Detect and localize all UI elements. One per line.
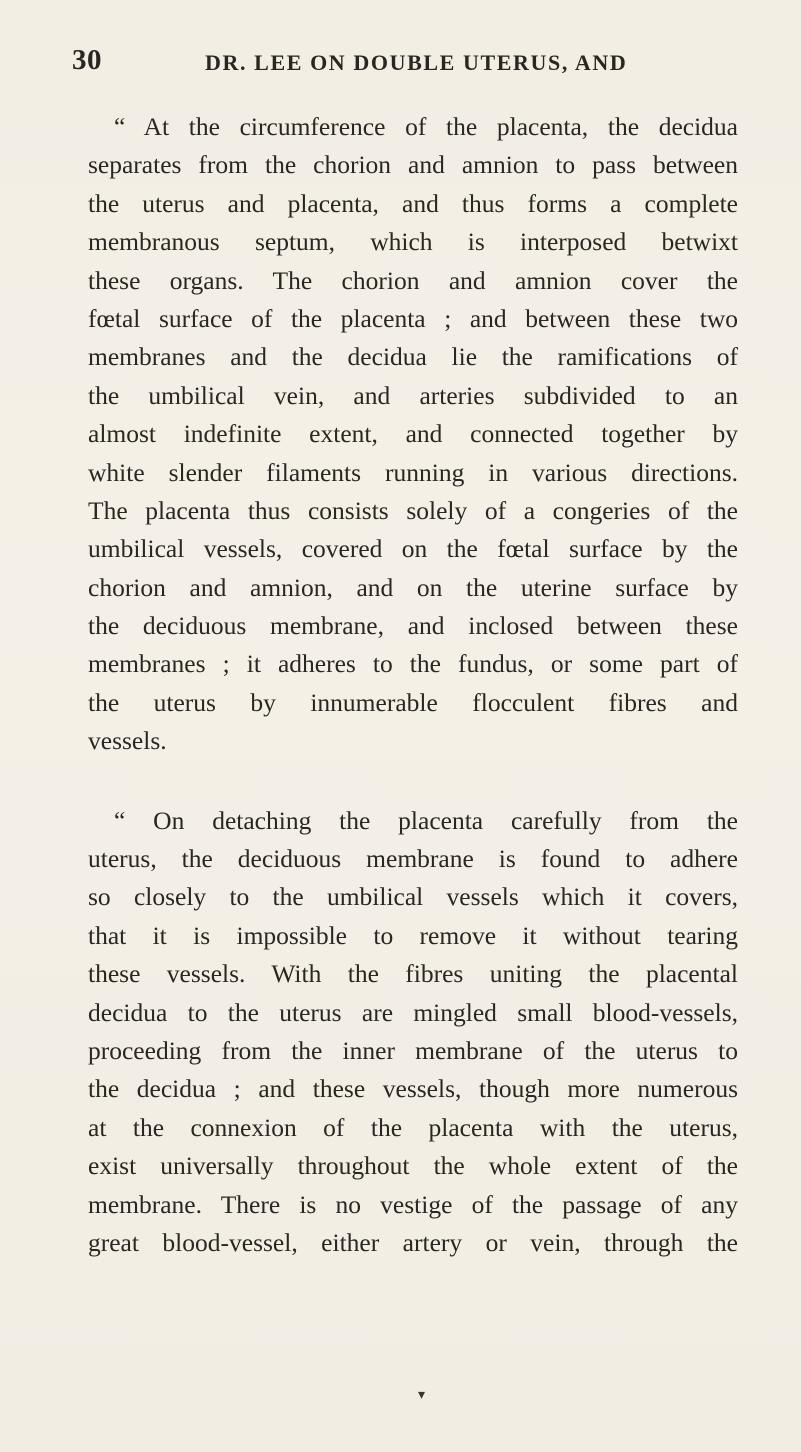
- text-line: these vessels. With the fibres uniting the placental: [88, 959, 738, 989]
- text-line: umbilical vessels, covered on the fœtal surface by the: [88, 534, 738, 564]
- body-text: [88, 108, 738, 1262]
- text-line: white slender filaments running in various directions.: [88, 457, 738, 487]
- page-header: [0, 44, 801, 84]
- text-line: decidua to the uterus are mingled small blood-vessels,: [88, 997, 738, 1027]
- text-line: proceeding from the inner membrane of the uterus to: [88, 1035, 738, 1065]
- text-line: at the connexion of the placenta with the uterus,: [88, 1112, 738, 1142]
- text-line: exist universally throughout the whole extent of the: [88, 1151, 738, 1181]
- text-line: The placenta thus consists solely of a congeries of the: [88, 495, 738, 525]
- text-line: membranes ; it adheres to the fundus, or some part of: [88, 649, 738, 679]
- text-line: great blood-vessel, either artery or vein, through the: [88, 1227, 738, 1257]
- text-line: the umbilical vein, and arteries subdivided to an: [88, 380, 738, 410]
- text-line: membranous septum, which is interposed betwixt: [88, 227, 738, 257]
- text-line: the decidua ; and these vessels, though more numerous: [88, 1074, 738, 1104]
- page-number: 30: [72, 44, 102, 76]
- ink-speck-mark: ▾: [418, 1388, 426, 1403]
- text-line: the uterus and placenta, and thus forms a complete: [88, 188, 738, 218]
- text-line: uterus, the deciduous membrane is found to adhere: [88, 844, 738, 874]
- running-head: DR. LEE ON DOUBLE UTERUS, AND: [205, 50, 628, 75]
- text-line: membranes and the decidua lie the ramifications of: [88, 342, 738, 372]
- paragraph-2: [88, 802, 738, 1263]
- text-line: almost indefinite extent, and connected together by: [88, 419, 738, 449]
- text-line: so closely to the umbilical vessels which it covers,: [88, 882, 738, 912]
- text-line: fœtal surface of the placenta ; and between these two: [88, 303, 738, 333]
- text-line: chorion and amnion, and on the uterine surface by: [88, 572, 738, 602]
- text-line: that it is impossible to remove it without tearing: [88, 920, 738, 950]
- text-line: these organs. The chorion and amnion cover the: [88, 265, 738, 295]
- text-line: membrane. There is no vestige of the passage of any: [88, 1189, 738, 1219]
- text-line: “ On detaching the placenta carefully from the: [114, 805, 738, 835]
- paragraph-1: [88, 108, 738, 761]
- text-line: vessels.: [88, 726, 167, 756]
- text-line: the uterus by innumerable flocculent fibres and: [88, 687, 738, 717]
- text-line: the deciduous membrane, and inclosed between these: [88, 611, 738, 641]
- text-line: separates from the chorion and amnion to pass between: [88, 150, 738, 180]
- text-line: “ At the circumference of the placenta, the decidua: [114, 112, 738, 141]
